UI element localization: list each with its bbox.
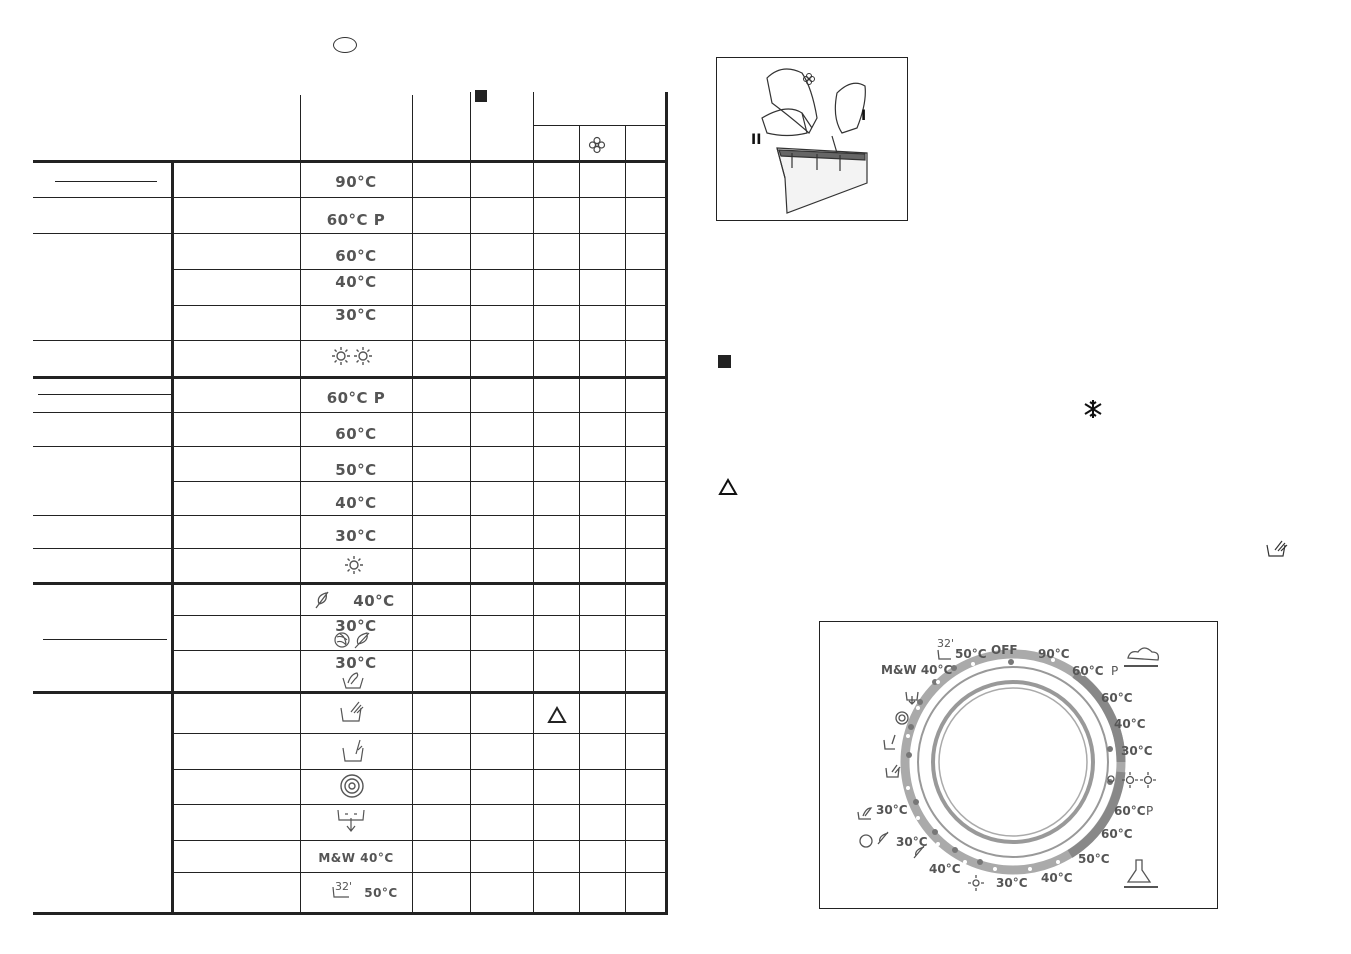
spin-icon bbox=[339, 773, 365, 799]
dial-30-1: 30°C bbox=[1121, 744, 1153, 758]
dial-off: OFF bbox=[991, 643, 1018, 657]
warning-triangle-icon bbox=[547, 706, 567, 724]
dial-50-2: 50°C bbox=[1078, 852, 1110, 866]
row-temp-11: 30°C bbox=[335, 527, 377, 545]
prewash-square-icon-2 bbox=[718, 355, 731, 368]
dial-30-2: 30°C bbox=[996, 876, 1028, 890]
row-timer-21: 32' bbox=[335, 880, 353, 893]
prewash-square-icon bbox=[475, 90, 487, 102]
dial-60-1: 60°C bbox=[1101, 691, 1133, 705]
row-temp-10: 40°C bbox=[335, 494, 377, 512]
rinse-icon-2 bbox=[1266, 538, 1288, 558]
row-temp-13: 40°C bbox=[353, 592, 395, 610]
row-temp-20: M&W 40°C bbox=[318, 851, 394, 865]
dial-40-2: 40°C bbox=[1041, 871, 1073, 885]
dial-p-2: P bbox=[1146, 804, 1154, 818]
softener-icon bbox=[341, 738, 365, 764]
dial-60-2: 60°C bbox=[1101, 827, 1133, 841]
dial-40-1: 40°C bbox=[1114, 717, 1146, 731]
row-temp-1: 90°C bbox=[335, 173, 377, 191]
dial-30-hand: 30°C bbox=[876, 803, 908, 817]
row-temp-8: 60°C bbox=[335, 425, 377, 443]
dial-50-32: 50°C bbox=[955, 647, 987, 661]
row-temp-14: 30°C bbox=[335, 617, 377, 635]
row-temp-15: 30°C bbox=[335, 654, 377, 672]
language-marker bbox=[333, 37, 357, 53]
dial-90: 90°C bbox=[1038, 647, 1070, 661]
dial-40-feather: 40°C bbox=[929, 862, 961, 876]
dial-p-1: P bbox=[1111, 664, 1119, 678]
row-temp-5: 30°C bbox=[335, 306, 377, 324]
compartment-ii-label: II bbox=[751, 132, 762, 148]
dial-timer: 32' bbox=[937, 637, 955, 650]
row-temp-21: 50°C bbox=[364, 886, 398, 900]
programme-dial-panel bbox=[819, 621, 1218, 909]
warning-triangle-icon-2 bbox=[718, 478, 738, 496]
dial-60p-1: 60°C bbox=[1072, 664, 1104, 678]
sun-icon bbox=[344, 555, 364, 575]
sun-sun-icon bbox=[331, 346, 373, 366]
row-temp-3: 60°C bbox=[335, 247, 377, 265]
compartment-i-label: I bbox=[861, 108, 867, 124]
hand-wash-icon bbox=[341, 670, 365, 690]
row-temp-9: 50°C bbox=[335, 461, 377, 479]
dial-mw: M&W 40°C bbox=[881, 663, 953, 677]
row-temp-7: 60°C P bbox=[326, 389, 386, 407]
drain-icon bbox=[336, 808, 366, 834]
softener-flower-icon bbox=[588, 136, 606, 154]
dial-30-wool: 30°C bbox=[896, 835, 928, 849]
row-temp-4: 40°C bbox=[335, 273, 377, 291]
rinse-icon bbox=[339, 698, 365, 724]
row-temp-2: 60°C P bbox=[326, 211, 386, 229]
dial-60p-2: 60°C bbox=[1114, 804, 1146, 818]
wool-feather-icon bbox=[333, 630, 373, 650]
snowflake-flower-icon bbox=[1083, 399, 1103, 419]
detergent-drawer-illustration bbox=[716, 57, 908, 221]
